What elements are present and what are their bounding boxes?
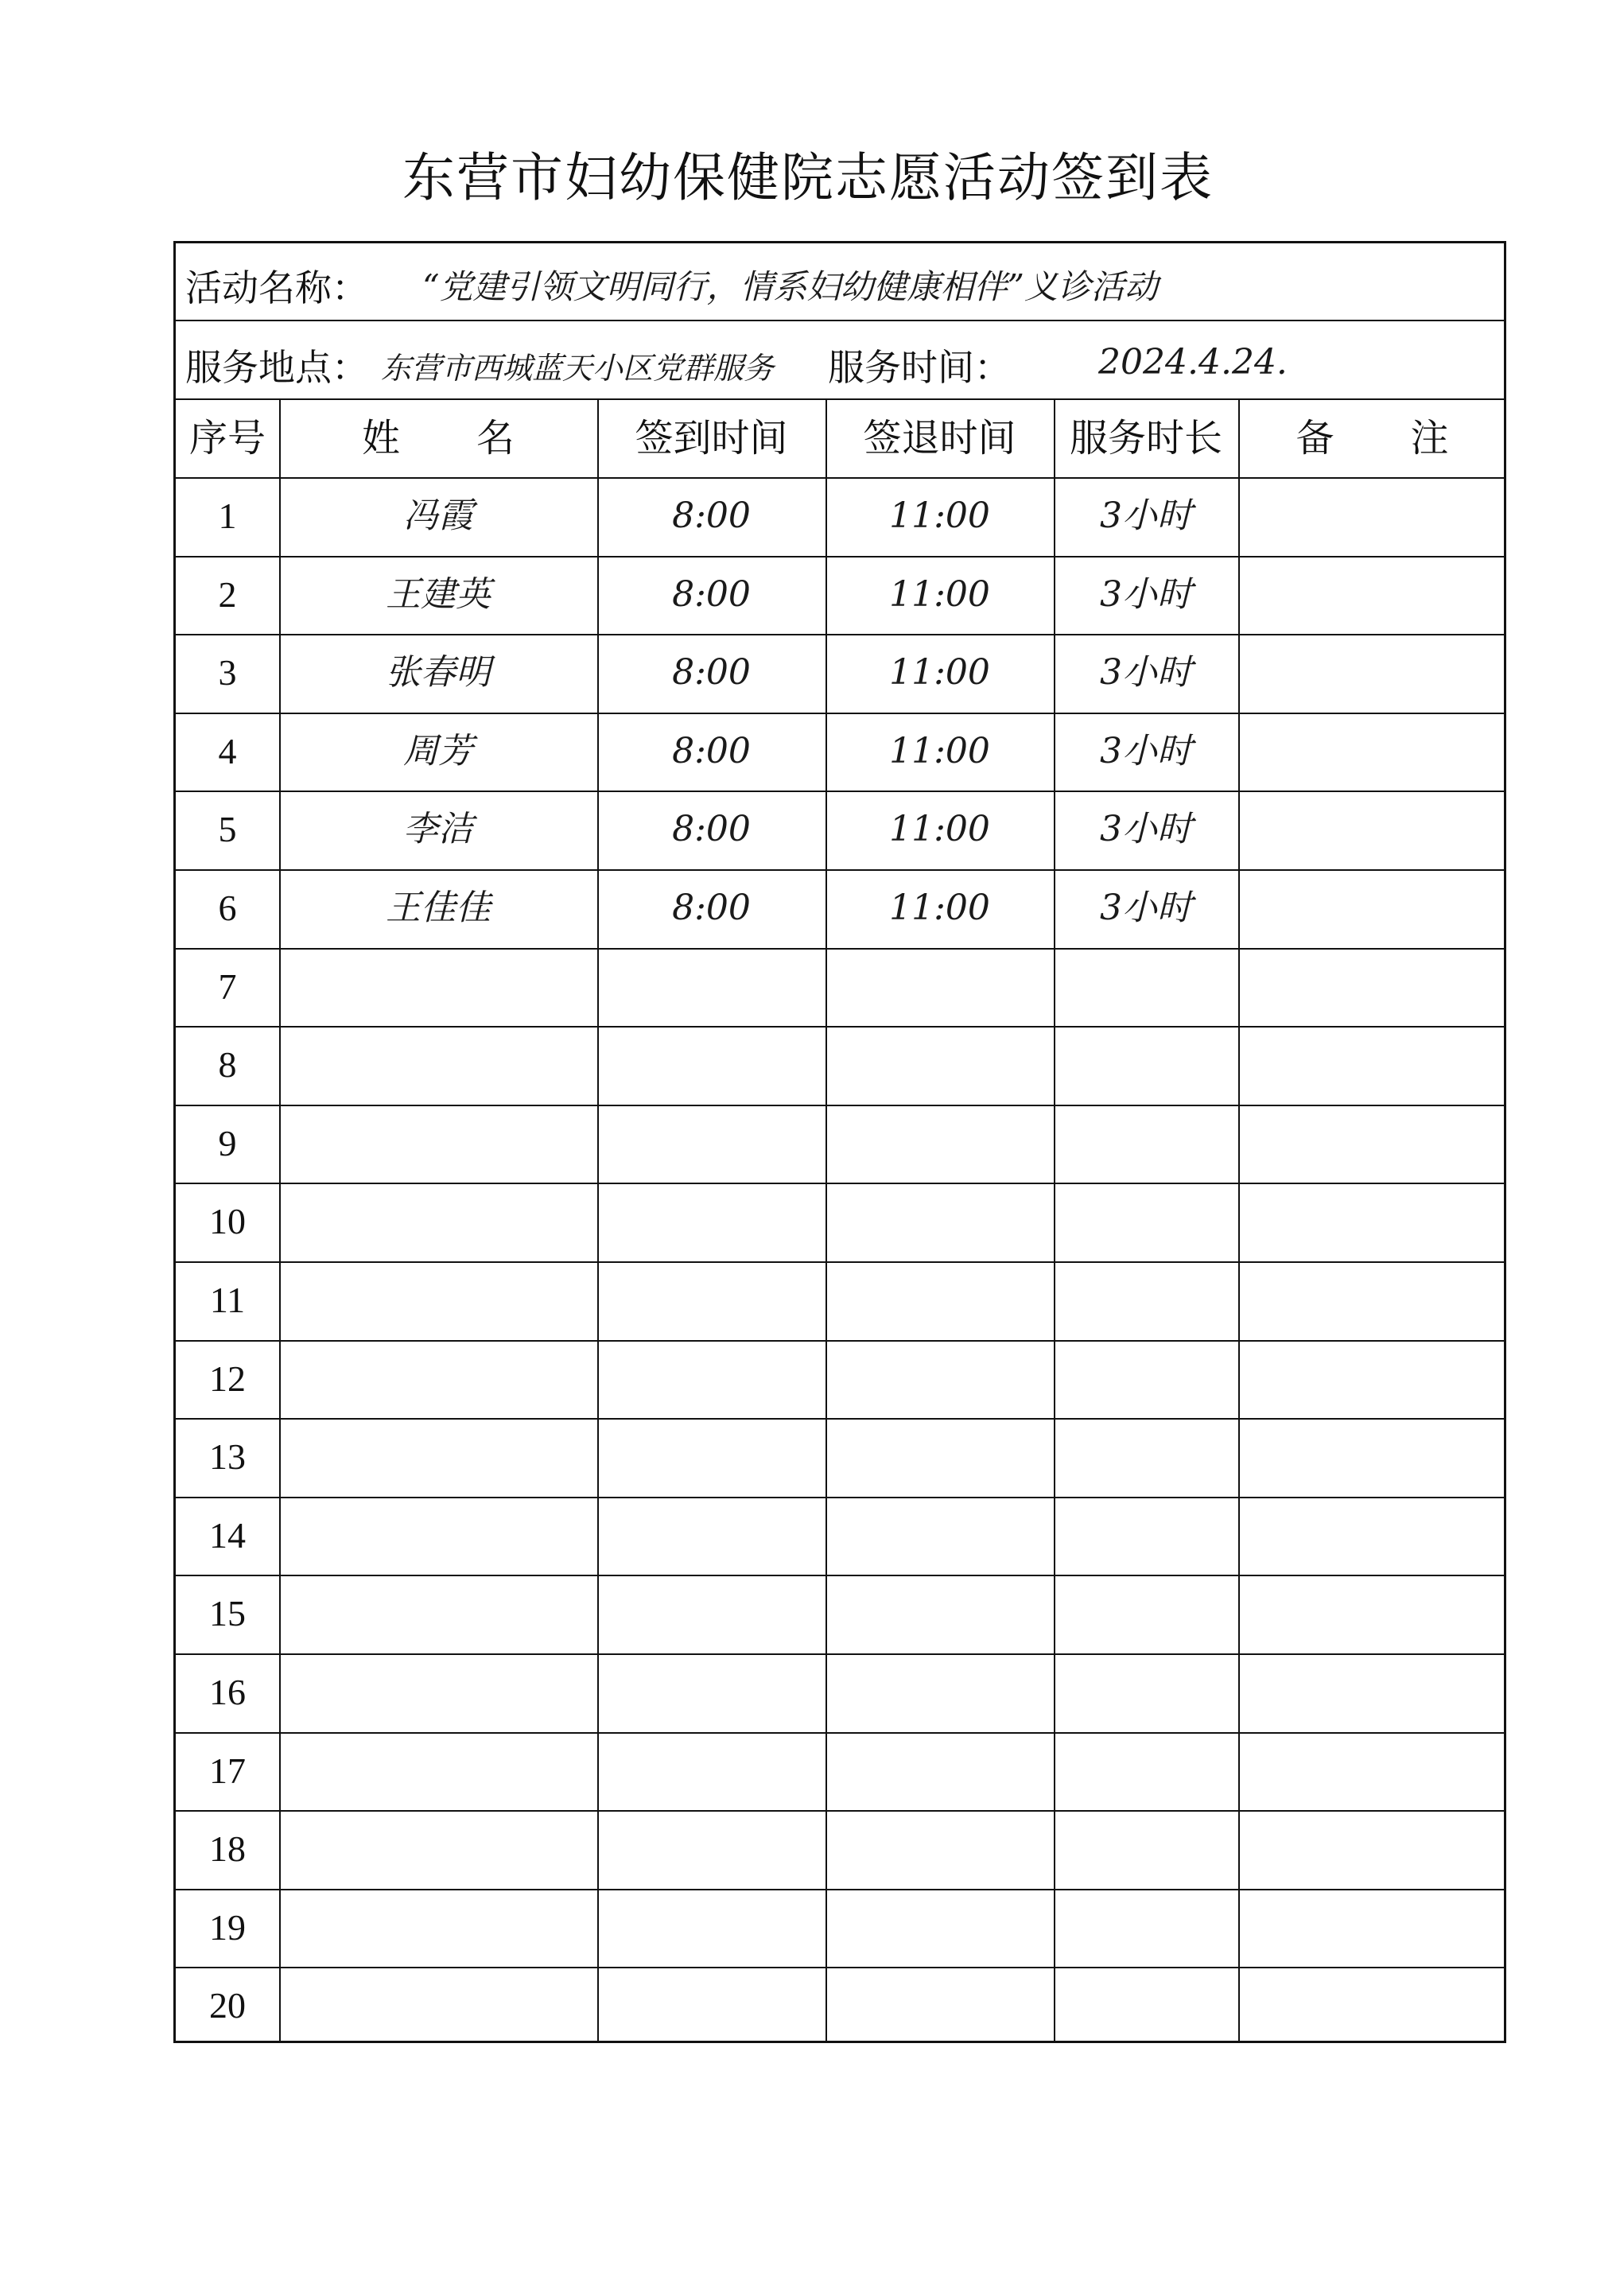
row-name <box>279 1732 597 1811</box>
row-index: 6 <box>218 888 237 928</box>
row-sign-in: 8:00 <box>672 730 751 771</box>
row-sign-in <box>597 948 825 1027</box>
row-duration: 3小时 <box>1100 652 1192 693</box>
row-sign-out <box>825 1418 1054 1497</box>
row-name: 冯霞 <box>403 495 473 536</box>
row-sign-out: 11:00 <box>889 652 990 693</box>
row-name <box>279 1261 597 1340</box>
service-time-label: 服务时间： <box>828 346 1011 389</box>
row-index: 10 <box>209 1201 246 1242</box>
row-sign-in: 8:00 <box>672 495 751 536</box>
row-sign-out <box>825 948 1054 1027</box>
row-remark <box>1238 1026 1506 1105</box>
row-remark <box>1238 1810 1506 1889</box>
row-duration <box>1054 1261 1238 1340</box>
row-duration <box>1054 1183 1238 1261</box>
location-value: 东营市西城蓝天小区党群服务 <box>381 351 775 386</box>
row-remark <box>1238 1497 1506 1575</box>
row-name: 王建英 <box>386 573 491 615</box>
row-index: 4 <box>218 730 237 771</box>
row-sign-out <box>825 1967 1054 2045</box>
row-remark <box>1238 1889 1506 1968</box>
row-sign-out <box>825 1810 1054 1889</box>
row-duration <box>1054 1967 1238 2045</box>
row-name: 王佳佳 <box>386 888 491 928</box>
row-sign-out <box>825 1889 1054 1968</box>
row-sign-out <box>825 1183 1054 1261</box>
row-index: 19 <box>209 1906 246 1948</box>
row-duration <box>1054 1810 1238 1889</box>
row-duration <box>1054 948 1238 1027</box>
row-duration <box>1054 1653 1238 1732</box>
row-sign-out <box>825 1261 1054 1340</box>
row-name <box>279 1967 597 2045</box>
row-remark <box>1238 948 1506 1027</box>
row-duration: 3小时 <box>1100 495 1192 536</box>
row-name <box>279 1183 597 1261</box>
row-sign-in: 8:00 <box>672 888 751 928</box>
row-sign-in <box>597 1183 825 1261</box>
row-index: 3 <box>218 652 237 693</box>
row-index: 9 <box>218 1122 237 1164</box>
row-remark <box>1238 791 1506 869</box>
row-name: 张春明 <box>386 652 491 693</box>
row-sign-out: 11:00 <box>889 809 990 850</box>
row-remark <box>1238 1967 1506 2045</box>
row-name <box>279 1810 597 1889</box>
row-sign-in: 8:00 <box>672 573 751 615</box>
row-duration <box>1054 1418 1238 1497</box>
row-sign-out: 11:00 <box>889 730 990 771</box>
row-duration: 3小时 <box>1100 888 1192 928</box>
location-label: 服务地点： <box>185 346 368 389</box>
row-sign-out <box>825 1026 1054 1105</box>
row-sign-out <box>825 1105 1054 1183</box>
row-index: 17 <box>209 1750 246 1791</box>
row-index: 2 <box>218 573 237 615</box>
row-index: 20 <box>209 1985 246 2026</box>
row-index: 12 <box>209 1358 246 1399</box>
sign-in-sheet <box>173 241 1506 2043</box>
row-index: 18 <box>209 1828 246 1870</box>
row-index: 8 <box>218 1044 237 1086</box>
row-sign-in <box>597 1653 825 1732</box>
row-remark <box>1238 556 1506 635</box>
row-remark <box>1238 713 1506 791</box>
row-duration: 3小时 <box>1100 730 1192 771</box>
row-duration: 3小时 <box>1100 573 1192 615</box>
row-sign-in <box>597 1026 825 1105</box>
row-sign-in: 8:00 <box>672 809 751 850</box>
row-name <box>279 1575 597 1653</box>
row-remark <box>1238 634 1506 713</box>
row-sign-out <box>825 1340 1054 1419</box>
row-sign-out <box>825 1575 1054 1653</box>
header-remark: 备 注 <box>1296 416 1449 460</box>
row-name <box>279 1105 597 1183</box>
row-index: 7 <box>218 965 237 1007</box>
row-remark <box>1238 1732 1506 1811</box>
row-sign-out <box>825 1732 1054 1811</box>
header-duration: 服务时长 <box>1069 416 1222 460</box>
row-index: 16 <box>209 1672 246 1712</box>
row-sign-in <box>597 1497 825 1575</box>
row-sign-out <box>825 1497 1054 1575</box>
row-sign-out <box>825 1653 1054 1732</box>
page-title: 东营市妇幼保健院志愿活动签到表 <box>402 147 1214 208</box>
row-sign-in <box>597 1575 825 1653</box>
row-sign-in: 8:00 <box>672 652 751 693</box>
row-name <box>279 1889 597 1968</box>
row-sign-out: 11:00 <box>889 888 990 928</box>
row-name <box>279 1497 597 1575</box>
row-name: 周芳 <box>403 730 473 771</box>
row-sign-in <box>597 1810 825 1889</box>
row-index: 1 <box>218 495 237 536</box>
row-remark <box>1238 1575 1506 1653</box>
row-name <box>279 948 597 1027</box>
row-sign-out: 11:00 <box>889 495 990 536</box>
row-sign-in <box>597 1261 825 1340</box>
header-name: 姓 名 <box>361 416 515 460</box>
row-remark <box>1238 1261 1506 1340</box>
header-sign-out: 签退时间 <box>863 416 1016 460</box>
header-sign-in: 签到时间 <box>635 416 788 460</box>
service-time-value: 2024.4.24. <box>1098 342 1288 383</box>
row-remark <box>1238 869 1506 948</box>
row-duration <box>1054 1575 1238 1653</box>
row-sign-in <box>597 1967 825 2045</box>
activity-name-label: 活动名称： <box>185 266 368 309</box>
row-remark <box>1238 1418 1506 1497</box>
row-duration <box>1054 1732 1238 1811</box>
row-index: 5 <box>218 809 237 850</box>
row-sign-in <box>597 1889 825 1968</box>
row-sign-out: 11:00 <box>889 573 990 615</box>
row-duration <box>1054 1340 1238 1419</box>
row-sign-in <box>597 1418 825 1497</box>
row-duration: 3小时 <box>1100 809 1192 850</box>
row-name <box>279 1653 597 1732</box>
row-duration <box>1054 1497 1238 1575</box>
row-remark <box>1238 1653 1506 1732</box>
row-index: 15 <box>209 1593 246 1634</box>
activity-name-value: “党建引领文明同行，情系妇幼健康相伴”义诊活动 <box>422 267 1158 306</box>
row-duration <box>1054 1889 1238 1968</box>
row-remark <box>1238 1105 1506 1183</box>
row-sign-in <box>597 1340 825 1419</box>
header-index: 序号 <box>188 416 266 460</box>
row-name <box>279 1340 597 1419</box>
row-sign-in <box>597 1105 825 1183</box>
row-index: 14 <box>209 1514 246 1556</box>
row-remark <box>1238 1340 1506 1419</box>
row-index: 13 <box>209 1436 246 1478</box>
divider <box>176 320 1504 321</box>
row-duration <box>1054 1105 1238 1183</box>
row-name <box>279 1418 597 1497</box>
row-remark <box>1238 1183 1506 1261</box>
row-name: 李洁 <box>403 809 473 850</box>
row-index: 11 <box>209 1280 246 1320</box>
row-duration <box>1054 1026 1238 1105</box>
row-sign-in <box>597 1732 825 1811</box>
row-name <box>279 1026 597 1105</box>
row-remark <box>1238 477 1506 556</box>
